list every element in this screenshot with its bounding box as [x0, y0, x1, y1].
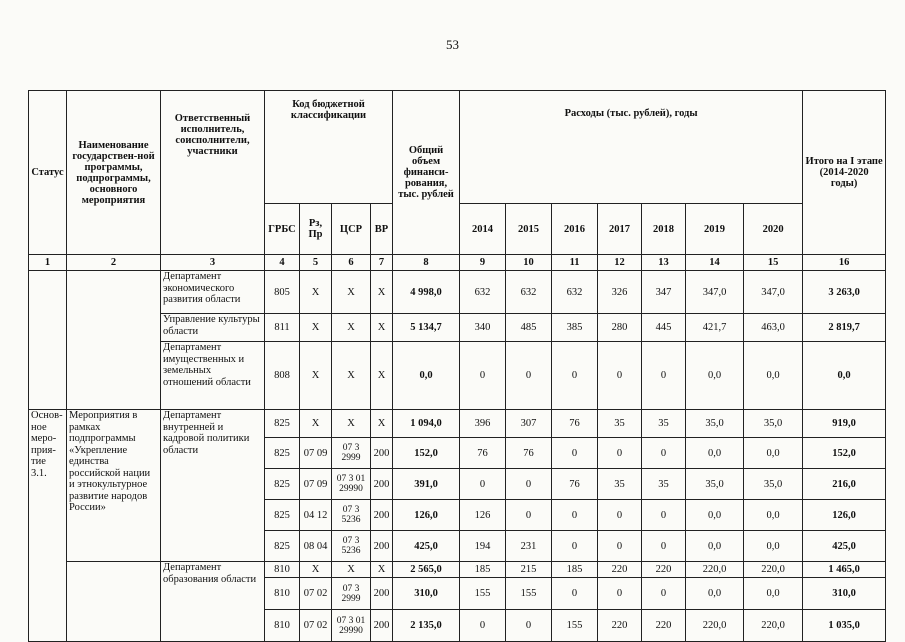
vr-cell: Х [371, 562, 393, 578]
year-cell: 0 [642, 531, 686, 562]
year-cell: 35,0 [744, 469, 803, 500]
csr-cell: 07 3 2999 [332, 438, 371, 469]
year-cell: 0 [598, 578, 642, 610]
year-cell: 231 [506, 531, 552, 562]
itogo-cell: 310,0 [803, 578, 886, 610]
year-cell: 0,0 [686, 342, 744, 410]
vr-cell: Х [371, 271, 393, 314]
header-year: 2016 [552, 204, 598, 255]
year-cell: 421,7 [686, 314, 744, 342]
page-number: 53 [446, 37, 459, 52]
year-cell: 0,0 [744, 438, 803, 469]
vr-cell: 200 [371, 500, 393, 531]
year-cell: 0,0 [744, 342, 803, 410]
column-number: 14 [686, 255, 744, 271]
rz-pr-cell: Х [300, 342, 332, 410]
year-cell: 0 [460, 469, 506, 500]
total-cell: 2 135,0 [393, 610, 460, 642]
year-cell: 0 [642, 438, 686, 469]
csr-cell: 07 3 2999 [332, 578, 371, 610]
executor-cell: Департамент внутренней и кадровой политики области [161, 410, 265, 562]
year-cell: 76 [552, 410, 598, 438]
year-cell: 445 [642, 314, 686, 342]
vr-cell: Х [371, 410, 393, 438]
year-cell: 220 [642, 562, 686, 578]
column-number: 1 [29, 255, 67, 271]
year-cell: 215 [506, 562, 552, 578]
vr-cell: 200 [371, 469, 393, 500]
table-row [29, 562, 886, 578]
header-year: 2015 [506, 204, 552, 255]
year-cell: 0 [598, 500, 642, 531]
grbs-cell: 808 [265, 342, 300, 410]
total-cell: 4 998,0 [393, 271, 460, 314]
itogo-cell: 919,0 [803, 410, 886, 438]
grbs-cell: 825 [265, 438, 300, 469]
itogo-cell: 152,0 [803, 438, 886, 469]
year-cell: 220,0 [744, 610, 803, 642]
year-cell: 0 [552, 578, 598, 610]
total-cell: 391,0 [393, 469, 460, 500]
year-cell: 35,0 [744, 410, 803, 438]
column-number: 15 [744, 255, 803, 271]
itogo-cell: 2 819,7 [803, 314, 886, 342]
grbs-cell: 805 [265, 271, 300, 314]
year-cell: 347,0 [744, 271, 803, 314]
year-cell: 0 [642, 342, 686, 410]
name-cell: Мероприятия в рамках подпрограммы «Укрепление единства российской нации и этнокультурное развитие народов России» [67, 410, 161, 562]
total-cell: 5 134,7 [393, 314, 460, 342]
year-cell: 307 [506, 410, 552, 438]
grbs-cell: 825 [265, 500, 300, 531]
year-cell: 347 [642, 271, 686, 314]
year-cell: 0 [598, 342, 642, 410]
year-cell: 35 [598, 469, 642, 500]
column-number: 6 [332, 255, 371, 271]
year-cell: 35,0 [686, 469, 744, 500]
year-cell: 0 [642, 500, 686, 531]
csr-cell: 07 3 01 29990 [332, 469, 371, 500]
csr-cell: Х [332, 271, 371, 314]
table-row [29, 410, 886, 438]
year-cell: 0,0 [744, 531, 803, 562]
budget-table [28, 90, 886, 642]
year-cell: 194 [460, 531, 506, 562]
year-cell: 0,0 [744, 578, 803, 610]
year-cell: 76 [506, 438, 552, 469]
year-cell: 396 [460, 410, 506, 438]
year-cell: 220 [598, 610, 642, 642]
grbs-cell: 825 [265, 469, 300, 500]
itogo-cell: 1 035,0 [803, 610, 886, 642]
year-cell: 35,0 [686, 410, 744, 438]
year-cell: 632 [506, 271, 552, 314]
year-cell: 0 [506, 469, 552, 500]
csr-cell: Х [332, 562, 371, 578]
executor-cell: Управление культуры области [161, 314, 265, 342]
header-executor: Ответственный исполнитель, соисполнители, участники [161, 91, 265, 255]
rz-pr-cell: Х [300, 410, 332, 438]
column-number: 13 [642, 255, 686, 271]
year-cell: 0 [552, 500, 598, 531]
year-cell: 155 [460, 578, 506, 610]
itogo-cell: 216,0 [803, 469, 886, 500]
year-cell: 0 [506, 500, 552, 531]
vr-cell: Х [371, 342, 393, 410]
vr-cell: 200 [371, 578, 393, 610]
year-cell: 347,0 [686, 271, 744, 314]
year-cell: 76 [552, 469, 598, 500]
itogo-cell: 126,0 [803, 500, 886, 531]
itogo-cell: 425,0 [803, 531, 886, 562]
status-cell: Основ-ное меро-прия-тие 3.1. [29, 410, 67, 642]
year-cell: 463,0 [744, 314, 803, 342]
rz-pr-cell: 07 09 [300, 438, 332, 469]
year-cell: 35 [642, 410, 686, 438]
executor-cell: Департамент экономического развития области [161, 271, 265, 314]
header-grbs: ГРБС [265, 204, 300, 255]
grbs-cell: 810 [265, 562, 300, 578]
year-cell: 280 [598, 314, 642, 342]
year-cell: 0 [642, 578, 686, 610]
year-cell: 0,0 [686, 438, 744, 469]
name-cell-empty [67, 271, 161, 410]
year-cell: 0 [552, 531, 598, 562]
rz-pr-cell: Х [300, 562, 332, 578]
header-status: Статус [29, 91, 67, 255]
year-cell: 126 [460, 500, 506, 531]
rz-pr-cell: 08 04 [300, 531, 332, 562]
vr-cell: Х [371, 314, 393, 342]
year-cell: 0,0 [686, 531, 744, 562]
header-year: 2018 [642, 204, 686, 255]
column-number: 3 [161, 255, 265, 271]
total-cell: 152,0 [393, 438, 460, 469]
year-cell: 35 [598, 410, 642, 438]
grbs-cell: 811 [265, 314, 300, 342]
year-cell: 632 [552, 271, 598, 314]
year-cell: 35 [642, 469, 686, 500]
year-cell: 385 [552, 314, 598, 342]
rz-pr-cell: 04 12 [300, 500, 332, 531]
year-cell: 0 [460, 610, 506, 642]
year-cell: 185 [460, 562, 506, 578]
rz-pr-cell: 07 09 [300, 469, 332, 500]
year-cell: 220 [642, 610, 686, 642]
itogo-cell: 3 263,0 [803, 271, 886, 314]
status-cell-empty [29, 271, 67, 410]
year-cell: 0,0 [686, 578, 744, 610]
year-cell: 0 [598, 531, 642, 562]
table-row [29, 271, 886, 314]
year-cell: 155 [506, 578, 552, 610]
year-cell: 326 [598, 271, 642, 314]
year-cell: 0,0 [686, 500, 744, 531]
total-cell: 2 565,0 [393, 562, 460, 578]
vr-cell: 200 [371, 438, 393, 469]
header-rz-pr: Рз, Пр [300, 204, 332, 255]
name-cell-empty [67, 562, 161, 642]
column-number: 8 [393, 255, 460, 271]
header-itogo: Итого на I этапе (2014-2020 годы) [803, 91, 886, 255]
year-cell: 632 [460, 271, 506, 314]
csr-cell: Х [332, 342, 371, 410]
column-number: 12 [598, 255, 642, 271]
header-expenses: Расходы (тыс. рублей), годы [460, 91, 803, 204]
year-cell: 0 [506, 610, 552, 642]
column-number: 16 [803, 255, 886, 271]
executor-cell: Департамент имущественных и земельных отношений области [161, 342, 265, 410]
rz-pr-cell: Х [300, 271, 332, 314]
year-cell: 0 [552, 342, 598, 410]
header-budget-code: Код бюджетной классификации [265, 91, 393, 204]
year-cell: 220,0 [744, 562, 803, 578]
year-cell: 220 [598, 562, 642, 578]
header-year: 2014 [460, 204, 506, 255]
year-cell: 0 [598, 438, 642, 469]
executor-cell: Департамент образования области [161, 562, 265, 642]
column-number: 5 [300, 255, 332, 271]
grbs-cell: 825 [265, 410, 300, 438]
grbs-cell: 810 [265, 578, 300, 610]
rz-pr-cell: Х [300, 314, 332, 342]
header-year: 2019 [686, 204, 744, 255]
year-cell: 0 [552, 438, 598, 469]
csr-cell: Х [332, 314, 371, 342]
vr-cell: 200 [371, 531, 393, 562]
rz-pr-cell: 07 02 [300, 610, 332, 642]
header-year: 2017 [598, 204, 642, 255]
header-csr: ЦСР [332, 204, 371, 255]
header-total-volume: Общий объем финанси-рования, тыс. рублей [393, 91, 460, 255]
year-cell: 185 [552, 562, 598, 578]
year-cell: 155 [552, 610, 598, 642]
year-cell: 220,0 [686, 610, 744, 642]
column-number: 11 [552, 255, 598, 271]
year-cell: 220,0 [686, 562, 744, 578]
total-cell: 310,0 [393, 578, 460, 610]
column-number: 2 [67, 255, 161, 271]
csr-cell: Х [332, 410, 371, 438]
csr-cell: 07 3 5236 [332, 531, 371, 562]
year-cell: 340 [460, 314, 506, 342]
year-cell: 0 [460, 342, 506, 410]
rz-pr-cell: 07 02 [300, 578, 332, 610]
column-number: 4 [265, 255, 300, 271]
itogo-cell: 0,0 [803, 342, 886, 410]
grbs-cell: 810 [265, 610, 300, 642]
csr-cell: 07 3 5236 [332, 500, 371, 531]
total-cell: 0,0 [393, 342, 460, 410]
total-cell: 1 094,0 [393, 410, 460, 438]
year-cell: 76 [460, 438, 506, 469]
itogo-cell: 1 465,0 [803, 562, 886, 578]
year-cell: 485 [506, 314, 552, 342]
column-number: 10 [506, 255, 552, 271]
column-number: 9 [460, 255, 506, 271]
header-vr: ВР [371, 204, 393, 255]
year-cell: 0,0 [744, 500, 803, 531]
csr-cell: 07 3 01 29990 [332, 610, 371, 642]
vr-cell: 200 [371, 610, 393, 642]
grbs-cell: 825 [265, 531, 300, 562]
header-year: 2020 [744, 204, 803, 255]
column-number: 7 [371, 255, 393, 271]
year-cell: 0 [506, 342, 552, 410]
total-cell: 126,0 [393, 500, 460, 531]
header-name: Наименование государствен-ной программы, подпрограммы, основного мероприятия [67, 91, 161, 255]
total-cell: 425,0 [393, 531, 460, 562]
